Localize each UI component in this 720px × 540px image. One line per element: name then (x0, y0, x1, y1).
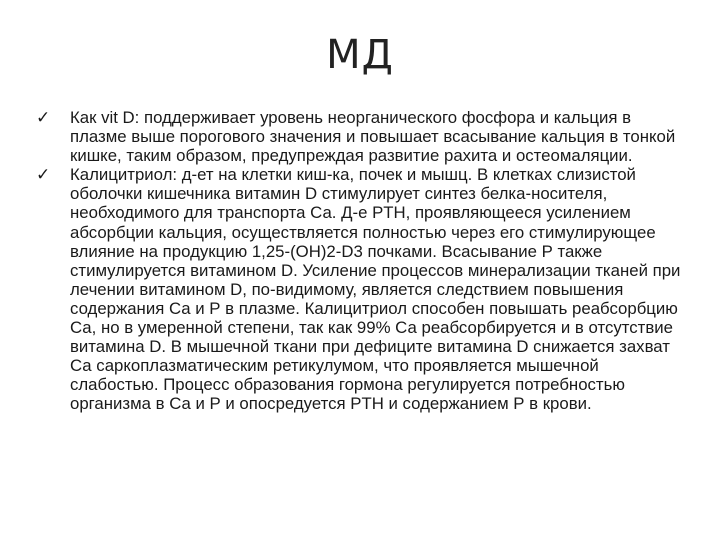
checkmark-icon: ✓ (36, 108, 51, 127)
bullet-list (36, 108, 686, 414)
bullet-text-1: Как vit D: поддерживает уровень неорганического фосфора и кальция в плазме выше порогового значения и повышает всасывание кальция в тонкой кишке, таким образом, предупреждая развитие рахита и остеомаляции. (70, 108, 676, 166)
checkmark-icon: ✓ (36, 165, 51, 185)
slide-title: МД (326, 32, 394, 78)
bullet-item-2 (36, 165, 686, 413)
bullet-item-1 (36, 108, 686, 165)
bullet-text-2: Калицитриол: д-ет на клетки киш-ка, почек и мышц. В клетках слизистой оболочки кишечника витамин D стимулирует синтез белка-носителя, необходимого для транспорта Са. Д-е PTH, проявляющееся усилением абсорбции кальция, осуществляется полностью через его стимулирующее влияние на продукцию 1,25-(OH)2-D3 почками. Всасывание Р также стимулируется витамином D. Усиление процессов минерализации тканей при лечении витамином D, по-видимому, является следствием повышения содержания Са и Р в плазме. Калицитриол способен повышать реабсорбцию Са, но в умеренной степени, так как 99% Са реабсорбируется и в отсутствие витамина D. В мышечной ткани при дефиците витамина D снижается захват Са саркоплазматическим ретикулумом, что проявляется мышечной слабостью. Процесс образования гормона регулируется потребностью организма в Са и Р и опосредуется PTH и содержанием Р в крови. (70, 165, 681, 414)
